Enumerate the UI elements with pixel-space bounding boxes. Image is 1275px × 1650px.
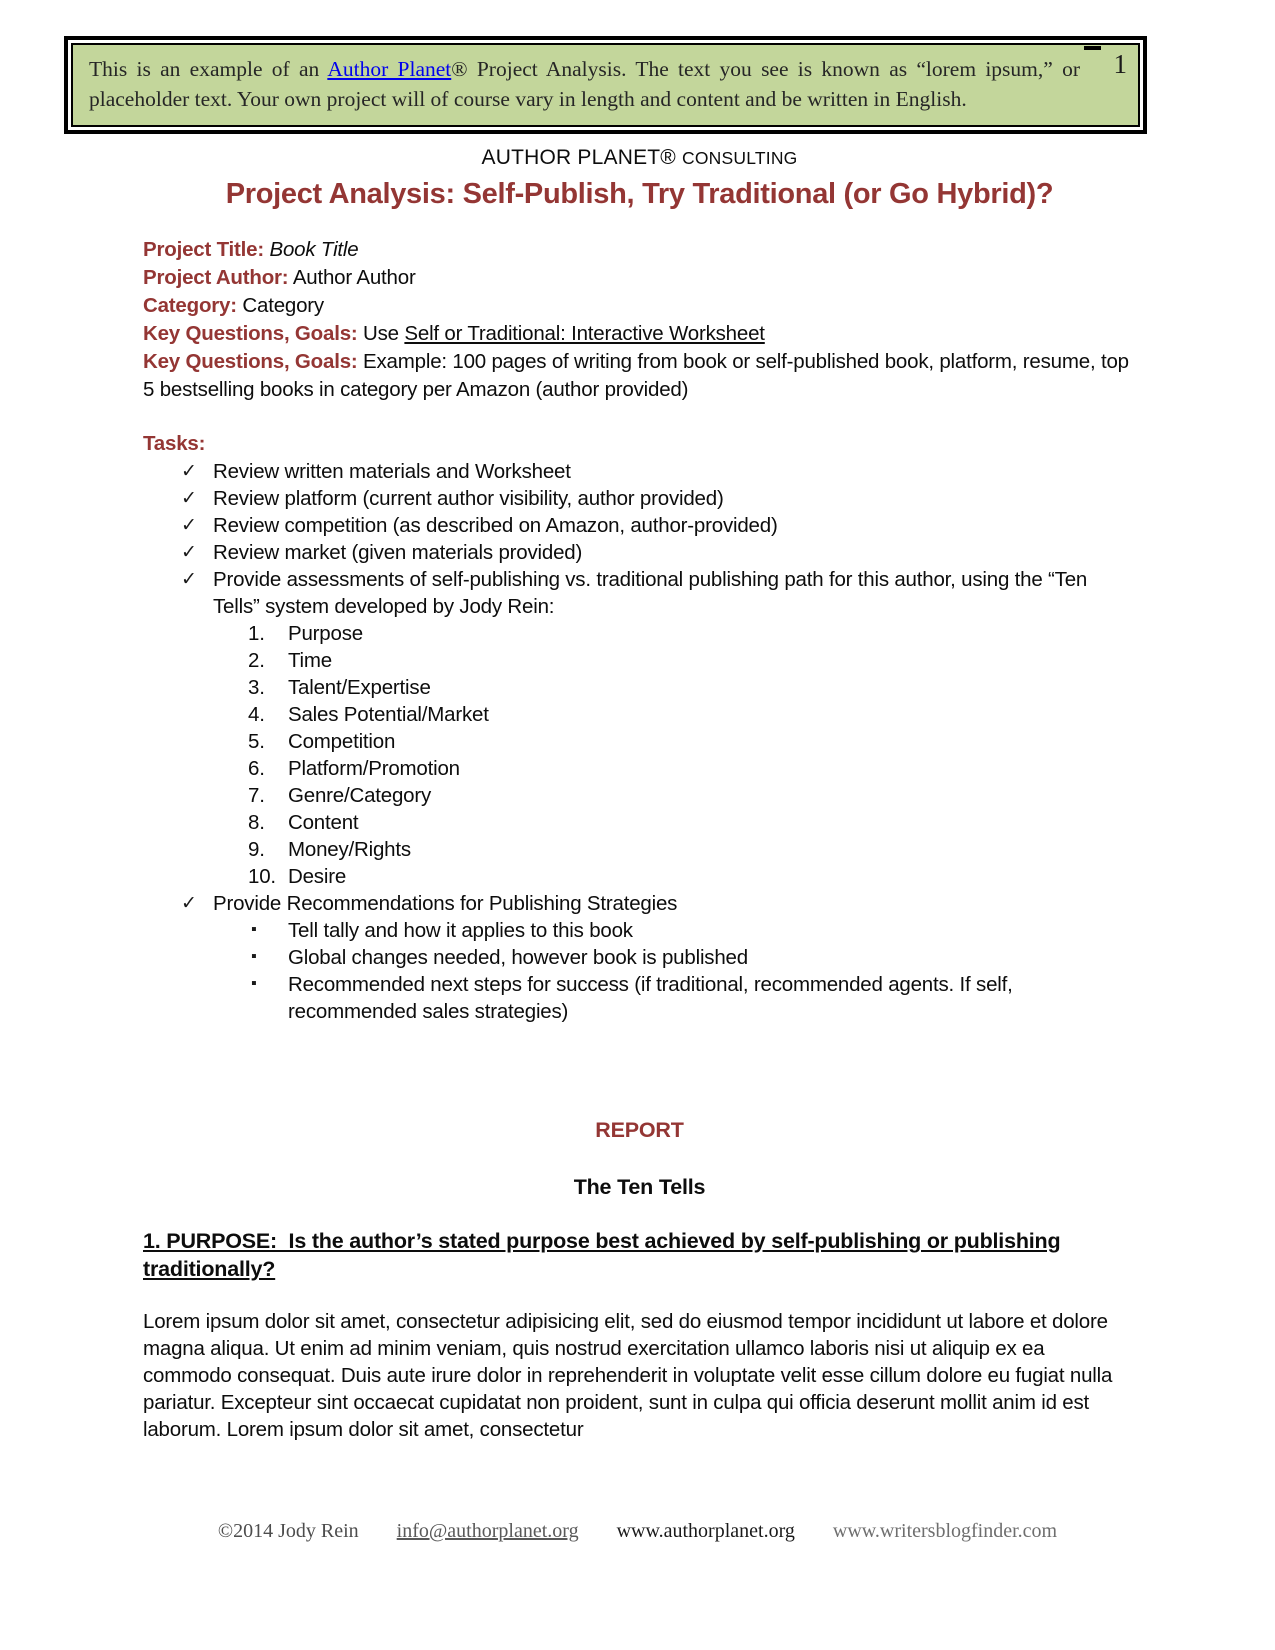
square-bullet-icon: ▪	[251, 948, 257, 965]
worksheet-link[interactable]: Self or Traditional: Interactive Worksheet	[404, 322, 765, 345]
key-questions-prefix: Use	[363, 322, 405, 345]
key-questions-value-2: Example: 100 pages of writing from book or self-published book, platform, resume, top 5 bestselling books in category per Amazon (author provided)	[143, 350, 1129, 401]
tell-item-label: Purpose	[288, 622, 363, 645]
purpose-body-paragraph: Lorem ipsum dolor sit amet, consectetur adipisicing elit, sed do eiusmod tempor incididunt ut labore et dolore magna aliqua. Ut enim ad minim veniam, quis nostrud exercitation ullamco laboris nisi ut aliquip ex ea commodo consequat. Duis aute irure dolor in reprehenderit in voluptate velit esse cillum dolore eu fugiat nulla pariatur. Excepteur sint occaecat cupidatat non proident, sunt in culpa qui officia deserunt mollit anim id est laborum. Lorem ipsum dolor sit amet, consectetur	[143, 1310, 1113, 1441]
tell-item	[248, 674, 1136, 701]
page-footer	[0, 1520, 1275, 1543]
task-item	[143, 566, 1136, 890]
tell-item	[248, 782, 1136, 809]
project-meta	[143, 236, 1136, 404]
org-name-main: AUTHOR PLANET®	[481, 146, 676, 169]
tell-item-label: Desire	[288, 865, 347, 888]
checkmark-icon: ✓	[181, 893, 197, 914]
task-item-label: Review market (given materials provided)	[213, 541, 583, 564]
task-item-label: Provide Recommendations for Publishing Strategies	[213, 892, 678, 915]
category-line	[143, 292, 1136, 320]
task-item-label: Review written materials and Worksheet	[213, 460, 571, 483]
project-title-value: Book Title	[269, 238, 359, 261]
key-questions-line-2	[143, 348, 1136, 404]
document-body	[143, 0, 1136, 1443]
tell-item-label: Competition	[288, 730, 396, 753]
task-item	[143, 890, 1136, 1025]
writersblogfinder-url: www.writersblogfinder.com	[832, 1520, 1058, 1542]
square-bullet-icon: ▪	[251, 975, 257, 992]
tell-item	[248, 809, 1136, 836]
page-number: 1	[1113, 49, 1127, 79]
project-author-line	[143, 264, 1136, 292]
report-heading: REPORT	[595, 1118, 684, 1142]
authorplanet-url: www.authorplanet.org	[616, 1520, 795, 1542]
recommendation-item-label: Recommended next steps for success (if traditional, recommended agents. If self, recommended sales strategies)	[288, 973, 1013, 1023]
key-questions-line-1	[143, 320, 1136, 348]
checkmark-icon: ✓	[181, 542, 197, 563]
tell-item-label: Sales Potential/Market	[288, 703, 489, 726]
org-name	[143, 146, 1136, 170]
project-title-line	[143, 236, 1136, 264]
recommendation-item-label: Tell tally and how it applies to this book	[288, 919, 633, 942]
banner-text-start: This is an example of an	[89, 57, 328, 81]
project-title-label: Project Title:	[143, 238, 264, 261]
tell-item	[248, 728, 1136, 755]
purpose-section-heading: 1. PURPOSE: Is the author’s stated purpose best achieved by self-publishing or publishing traditionally?	[143, 1229, 1061, 1281]
copyright-text: ©2014 Jody Rein	[217, 1520, 359, 1542]
recommendation-item	[248, 917, 1136, 944]
tell-item	[248, 755, 1136, 782]
tell-item-label: Content	[288, 811, 359, 834]
task-item	[143, 458, 1136, 485]
checkmark-icon: ✓	[181, 569, 197, 590]
checkmark-icon: ✓	[181, 461, 197, 482]
recommendation-item	[248, 971, 1136, 1025]
ten-tells-list	[213, 620, 1136, 890]
tasks-checklist	[143, 458, 1136, 1025]
tell-item	[248, 836, 1136, 863]
banner-text-end: ® Project Analysis. The text you see is known as “lorem ipsum,” or placeholder text. Your own project will of course vary in length and content and be written in English.	[89, 57, 1080, 111]
tell-item	[248, 647, 1136, 674]
checkmark-icon: ✓	[181, 488, 197, 509]
project-author-value: Author Author	[292, 266, 416, 289]
key-questions-label-1: Key Questions, Goals:	[143, 322, 358, 345]
task-item-label: Provide assessments of self-publishing vs. traditional publishing path for this author, using the “Ten Tells” system developed by Jody Rein:	[213, 568, 1088, 618]
tasks-heading: Tasks:	[143, 432, 206, 455]
author-planet-link[interactable]: Author Planet	[327, 57, 452, 81]
tell-item-label: Genre/Category	[288, 784, 432, 807]
ten-tells-heading: The Ten Tells	[573, 1175, 706, 1199]
tell-item-label: Talent/Expertise	[288, 676, 431, 699]
project-author-label: Project Author:	[143, 266, 289, 289]
tell-item-label: Platform/Promotion	[288, 757, 460, 780]
checkmark-icon: ✓	[181, 515, 197, 536]
tell-item-label: Time	[288, 649, 332, 672]
category-value: Category	[242, 294, 324, 317]
org-name-suffix: CONSULTING	[682, 148, 798, 168]
recommendation-item	[248, 944, 1136, 971]
task-item-label: Review platform (current author visibility, author provided)	[213, 487, 724, 510]
email-link[interactable]: info@authorplanet.org	[396, 1520, 579, 1542]
tell-item	[248, 620, 1136, 647]
recommendations-sublist	[213, 917, 1136, 1025]
task-item-label: Review competition (as described on Amazon, author-provided)	[213, 514, 778, 537]
tell-item	[248, 701, 1136, 728]
square-bullet-icon: ▪	[251, 921, 257, 938]
key-questions-label-2: Key Questions, Goals:	[143, 350, 358, 373]
document-title: Project Analysis: Self-Publish, Try Traditional (or Go Hybrid)?	[225, 178, 1054, 210]
tell-item-label: Money/Rights	[288, 838, 411, 861]
recommendation-item-label: Global changes needed, however book is published	[288, 946, 748, 969]
category-label: Category:	[143, 294, 237, 317]
task-item	[143, 539, 1136, 566]
tell-item	[248, 863, 1136, 890]
task-item	[143, 485, 1136, 512]
task-item	[143, 512, 1136, 539]
